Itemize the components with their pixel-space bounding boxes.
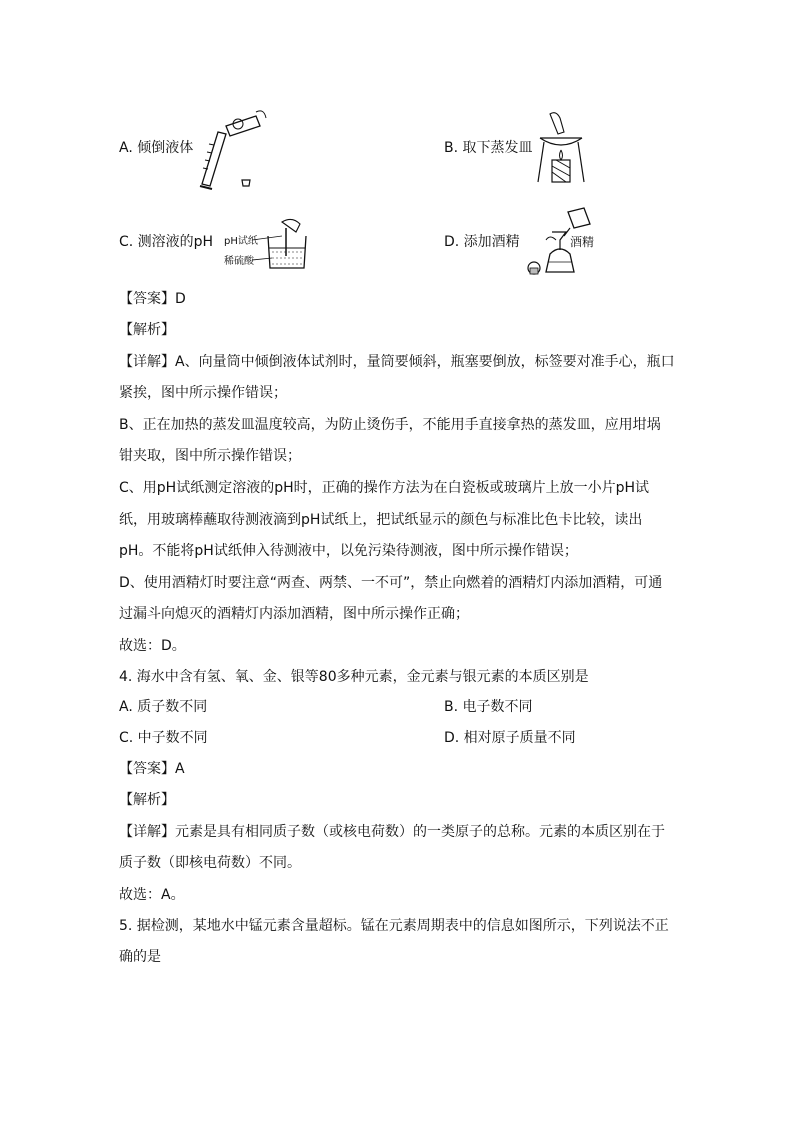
q4-detail-line: 【详解】元素是具有相同质子数（或核电荷数）的一类原子的总称。元素的本质区别在于	[119, 824, 665, 840]
q3-detail-line: B、正在加热的蒸发皿温度较高，为防止烫伤手，不能用手直接拿热的蒸发皿，应用坩埚	[119, 417, 661, 433]
q5-stem-line: 5. 据检测，某地水中锰元素含量超标。锰在元素周期表中的信息如图所示，下列说法不正	[119, 918, 669, 934]
ph-test-figure	[222, 214, 310, 272]
q3-detail-line: 钳夹取，图中所示操作错误；	[119, 448, 301, 464]
q3-choice: 故选：D。	[119, 638, 186, 654]
option-a-label: A. 倾倒液体	[119, 140, 194, 156]
q3-analysis-heading: 【解析】	[119, 322, 175, 338]
pour-liquid-figure	[196, 104, 270, 192]
q4-answer: 【答案】A	[119, 761, 185, 777]
q4-detail-line: 质子数（即核电荷数）不同。	[119, 855, 301, 871]
q4-option-a: A. 质子数不同	[119, 699, 208, 715]
q4-stem: 4. 海水中含有氢、氧、金、银等80多种元素，金元素与银元素的本质区别是	[119, 669, 589, 685]
ph-paper-label: pH试纸	[224, 236, 258, 247]
q3-detail-line: 紧挨，图中所示操作错误；	[119, 385, 287, 401]
q3-detail-line: 【详解】A、向量筒中倾倒液体试剂时，量筒要倾斜，瓶塞要倒放，标签要对准手心，瓶口	[119, 354, 675, 370]
q4-option-c: C. 中子数不同	[119, 730, 208, 746]
q4-analysis-heading: 【解析】	[119, 792, 175, 808]
q3-detail-line: D、使用酒精灯时要注意“两查、两禁、一不可”，禁止向燃着的酒精灯内添加酒精，可通	[119, 575, 663, 591]
dilute-acid-label: 稀硫酸	[224, 256, 254, 267]
q4-option-d: D. 相对原子质量不同	[444, 730, 576, 746]
alcohol-label: 酒精	[570, 235, 595, 249]
q3-detail-line: 过漏斗向熄灭的酒精灯内添加酒精，图中所示操作正确；	[119, 606, 469, 622]
evaporating-dish-figure	[536, 110, 586, 186]
option-d-label: D. 添加酒精	[444, 234, 520, 250]
q3-detail-line: 纸，用玻璃棒蘸取待测液滴到pH试纸上，把试纸显示的颜色与标准比色卡比较，读出	[119, 512, 643, 528]
q4-option-b: B. 电子数不同	[444, 699, 533, 715]
option-b-label: B. 取下蒸发皿	[444, 140, 533, 156]
q4-choice: 故选：A。	[119, 887, 185, 903]
option-c-label: C. 测溶液的pH	[119, 234, 214, 250]
q3-answer: 【答案】D	[119, 291, 186, 307]
add-alcohol-figure	[524, 206, 604, 278]
q3-detail-line: pH。不能将pH试纸伸入待测液中，以免污染待测液，图中所示操作错误；	[119, 543, 578, 559]
q5-stem-line: 确的是	[119, 949, 161, 965]
q3-detail-line: C、用pH试纸测定溶液的pH时，正确的操作方法为在白瓷板或玻璃片上放一小片pH试	[119, 480, 650, 496]
